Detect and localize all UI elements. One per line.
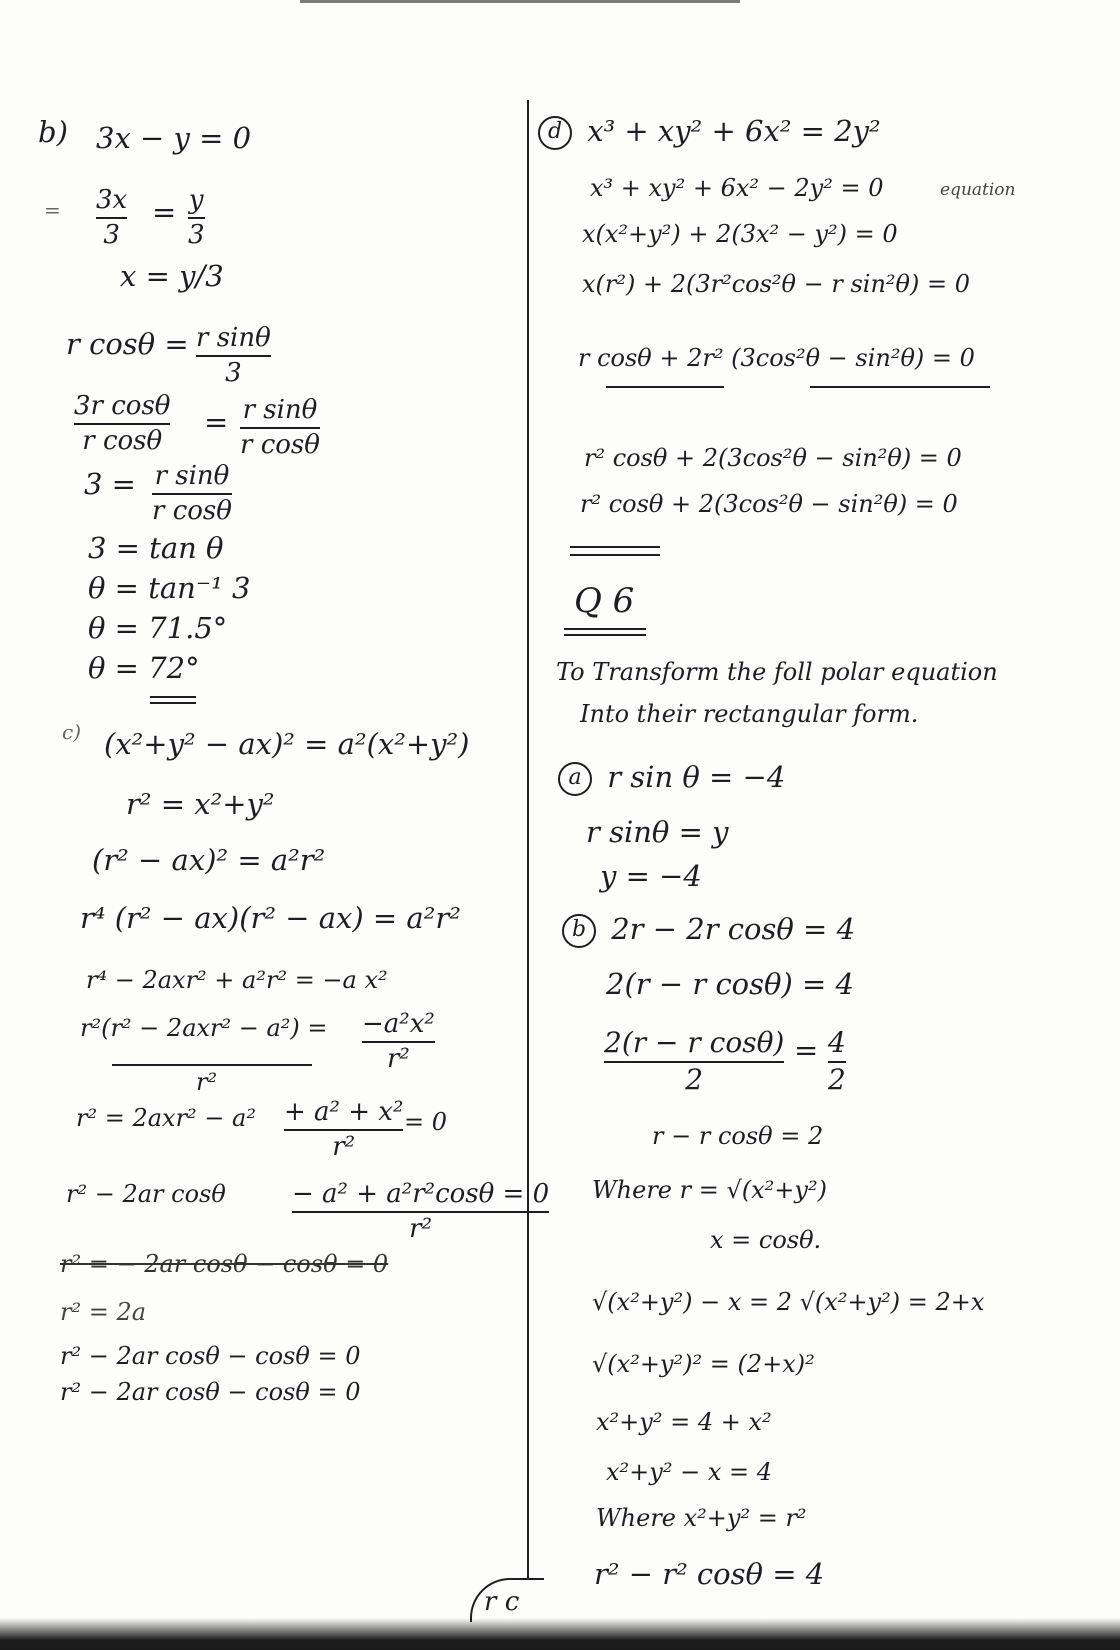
fraction-3rcos-over-rcos <box>74 392 170 455</box>
division-line-bar <box>112 1064 312 1066</box>
cos-line: r² − 2ar cosθ <box>66 1180 226 1208</box>
final-line-1: r² − 2ar cosθ − cosθ = 0 <box>60 1342 361 1370</box>
d-line-2: x³ + xy² + 6x² − 2y² = 0 <box>590 174 884 202</box>
part-b-right-equation: 2r − 2r cosθ = 4 <box>611 912 856 946</box>
final-line-2: r² − 2ar cosθ − cosθ = 0 <box>60 1378 361 1406</box>
numerator: r sinθ <box>242 395 318 425</box>
b-line-3-equals: = <box>794 1033 819 1067</box>
where-line-2: x = cosθ. <box>710 1226 822 1254</box>
r2-line-a-tail: = 0 <box>404 1108 448 1136</box>
theta-72-line: θ = 72° <box>88 651 200 685</box>
part-d-equation: x³ + xy² + 6x² = 2y² <box>587 114 881 148</box>
fraction-bar <box>362 1041 435 1043</box>
r2-line-a: r² = 2axr² − a² <box>76 1104 256 1132</box>
b-line-3-lhs <box>604 1028 784 1096</box>
denominator: r cosθ <box>152 495 232 526</box>
where-line-1: Where r = √(x²+y²) <box>592 1176 827 1204</box>
d-line-5-underline-2 <box>810 386 990 388</box>
d-line-5-underline <box>606 386 724 388</box>
a-line-2: r sinθ = y <box>586 815 729 849</box>
part-b-circle-label: b <box>562 914 596 948</box>
denominator: 3 <box>188 219 205 250</box>
denominator: 2 <box>685 1062 704 1096</box>
expanded-line: x²+y² = 4 + x² <box>596 1408 772 1436</box>
fraction-rsin-over-rcos <box>240 396 320 459</box>
sqrt-line: √(x²+y²) − x = 2 √(x²+y²) = 2+x <box>592 1288 985 1316</box>
fraction-bar <box>152 493 232 495</box>
numerator: y <box>188 185 204 215</box>
part-c-equation: (x²+y² − ax)² = a²(x²+y²) <box>104 727 470 761</box>
fraction-equals: = <box>152 195 177 229</box>
square-both-sides-line: √(x²+y²)² = (2+x)² <box>592 1350 815 1378</box>
numerator: r sinθ <box>196 323 271 353</box>
r2-equals-2a: r² = 2a <box>60 1298 147 1326</box>
denominator: r² <box>386 1043 410 1074</box>
part-a-heading <box>558 762 785 796</box>
denominator: 3 <box>103 219 120 250</box>
denominator: 3 <box>225 357 242 388</box>
numerator: 3r cosθ <box>74 391 171 421</box>
part-b-right-heading <box>562 914 855 948</box>
a-line-3: y = −4 <box>600 859 702 893</box>
fraction-bar <box>188 217 205 219</box>
struck-out-line: r² = − 2ar cosθ − cosθ = 0 <box>60 1250 389 1278</box>
numerator: 3x <box>96 185 128 215</box>
part-d-heading <box>538 116 881 150</box>
b-line-4: r − r cosθ = 2 <box>652 1122 824 1150</box>
denominator: r cosθ <box>82 425 163 456</box>
equals-mark: = <box>44 198 61 222</box>
d-line-4: x(r²) + 2(3r²cos²θ − r sin²θ) = 0 <box>582 270 970 298</box>
numerator: + a² + x² <box>284 1097 404 1127</box>
fraction-a2x2-over-r2 <box>362 1010 435 1073</box>
three-equals: 3 = <box>84 467 136 501</box>
final-right-line: r² − r² cosθ = 4 <box>594 1557 825 1591</box>
division-line-lhs: r²(r² − 2axr² − a²) = <box>80 1014 328 1042</box>
rsin-over-3 <box>196 324 271 387</box>
q6-underline <box>564 628 646 630</box>
denominator: r² <box>409 1213 432 1244</box>
d-line-6: r² cosθ + 2(3cos²θ − sin²θ) = 0 <box>584 444 962 472</box>
theta-71-5-line: θ = 71.5° <box>88 611 228 645</box>
part-d-circle-label: d <box>538 116 572 150</box>
fraction-rsin-over-rcos-2 <box>152 462 232 525</box>
r-squared-identity: r² = x²+y² <box>126 787 275 821</box>
answer-underline-2 <box>150 702 196 704</box>
r4-line: r⁴ − 2axr² + a²r² = −a x² <box>86 966 388 994</box>
fraction-equals: = <box>204 405 229 439</box>
fraction-bar <box>196 355 271 357</box>
denominator: 2 <box>828 1062 846 1096</box>
fraction-3x-over-3 <box>96 186 127 249</box>
bottom-shadow <box>0 1618 1120 1650</box>
denominator: r² <box>332 1131 356 1162</box>
b-line-3-rhs <box>828 1028 846 1096</box>
where-line-3: Where x²+y² = r² <box>596 1504 807 1532</box>
numerator: r sinθ <box>154 461 230 491</box>
fraction-cos-over-r2 <box>292 1180 549 1243</box>
fraction-bar <box>292 1211 549 1213</box>
substitution-line: (r² − ax)² = a²r² <box>92 843 326 877</box>
fraction-bar <box>284 1129 403 1131</box>
d-line-5: r cosθ + 2r² (3cos²θ − sin²θ) = 0 <box>578 344 975 372</box>
fraction-bar <box>74 423 170 425</box>
denominator: r cosθ <box>240 429 320 460</box>
column-divider <box>527 100 529 1580</box>
d-line-3: x(x²+y²) + 2(3x² − y²) = 0 <box>582 220 898 248</box>
part-c-mark: c) <box>62 720 82 744</box>
division-line-den: r² <box>196 1068 218 1096</box>
result-line: x²+y² − x = 4 <box>606 1458 772 1486</box>
tan-line: 3 = tan θ <box>88 531 224 565</box>
numerator: 2(r − r cosθ) <box>604 1026 785 1059</box>
page-number: r c <box>470 1578 544 1622</box>
top-edge-line <box>300 0 740 3</box>
instruction-line-2: Into their rectangular form. <box>580 700 919 728</box>
part-a-circle-label: a <box>558 762 592 796</box>
fraction-bar <box>96 217 127 219</box>
fraction-y-over-3 <box>188 186 205 249</box>
b-line-2: 2(r − r cosθ) = 4 <box>606 967 854 1001</box>
part-b-label: b) <box>38 115 68 149</box>
expansion-line: r⁴ (r² − ax)(r² − ax) = a²r² <box>80 901 461 935</box>
fraction-a2-x2-over-r2 <box>284 1098 403 1161</box>
x-equals-y-over-3: x = y/3 <box>120 259 224 293</box>
d-answer-underline-2 <box>570 554 660 556</box>
numerator: −a²x² <box>362 1009 435 1039</box>
d-line-2-note: equation <box>940 180 1016 200</box>
part-a-equation: r sin θ = −4 <box>607 760 786 794</box>
inverse-tan-line: θ = tan⁻¹ 3 <box>88 571 251 605</box>
part-b-equation: 3x − y = 0 <box>96 121 252 155</box>
instruction-line-1: To Transform the foll polar equation <box>556 658 998 686</box>
fraction-bar <box>240 427 320 429</box>
answer-underline <box>150 696 196 698</box>
q6-underline-2 <box>564 634 646 636</box>
d-answer-underline <box>570 546 660 548</box>
question-6-title: Q 6 <box>574 581 635 621</box>
numerator: − a² + a²r²cosθ = 0 <box>292 1179 550 1209</box>
numerator: 4 <box>828 1026 846 1059</box>
d-line-7: r² cosθ + 2(3cos²θ − sin²θ) = 0 <box>580 490 958 518</box>
rcos-equation: r cosθ = <box>66 327 189 361</box>
